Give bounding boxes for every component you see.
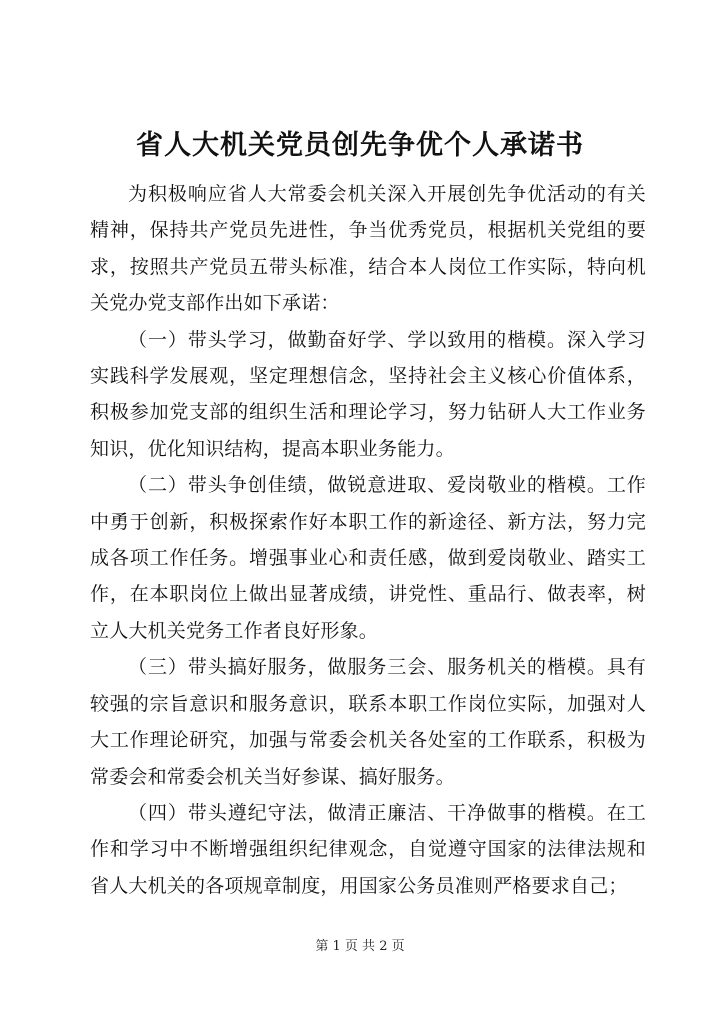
paragraph-pledge-2: （二）带头争创佳绩，做锐意进取、爱岗敬业的楷模。工作中勇于创新，积极探索作好本职工作的新途径、新方法，努力完成各项工作任务。增强事业心和责任感，做到爱岗敬业、踏实工作，在本职岗位上做出显著成绩，讲党性、重品行、做表率，树立人大机关党务工作者良好形象。 [90, 474, 646, 642]
paragraph-pledge-3: （三）带头搞好服务，做服务三会、服务机关的楷模。具有较强的宗旨意识和服务意识，联系本职工作岗位实际，加强对人大工作理论研究，加强与常委会机关各处室的工作联系，积极为常委会和常委会机关当好参谋、搞好服务。 [90, 656, 646, 788]
paragraph-intro: 为积极响应省人大常委会机关深入开展创先争优活动的有关精神，保持共产党员先进性，争当优秀党员，根据机关党组的要求，按照共产党员五带头标准，结合本人岗位工作实际，特向机关党办党支部作出如下承诺： [90, 183, 646, 315]
paragraph-pledge-4: （四）带头遵纪守法，做清正廉洁、干净做事的楷模。在工作和学习中不断增强组织纪律观念，自觉遵守国家的法律法规和省人大机关的各项规章制度，用国家公务员准则严格要求自己； [90, 801, 646, 897]
document-body [90, 176, 646, 904]
page-number-footer: 第 1 页 共 2 页 [315, 939, 405, 954]
document-title: 省人大机关党员创先争优个人承诺书 [136, 130, 584, 161]
paragraph-pledge-1: （一）带头学习，做勤奋好学、学以致用的楷模。深入学习实践科学发展观，坚定理想信念，坚持社会主义核心价值体系，积极参加党支部的组织生活和理论学习，努力钻研人大工作业务知识，优化知识结构，提高本职业务能力。 [90, 328, 646, 460]
